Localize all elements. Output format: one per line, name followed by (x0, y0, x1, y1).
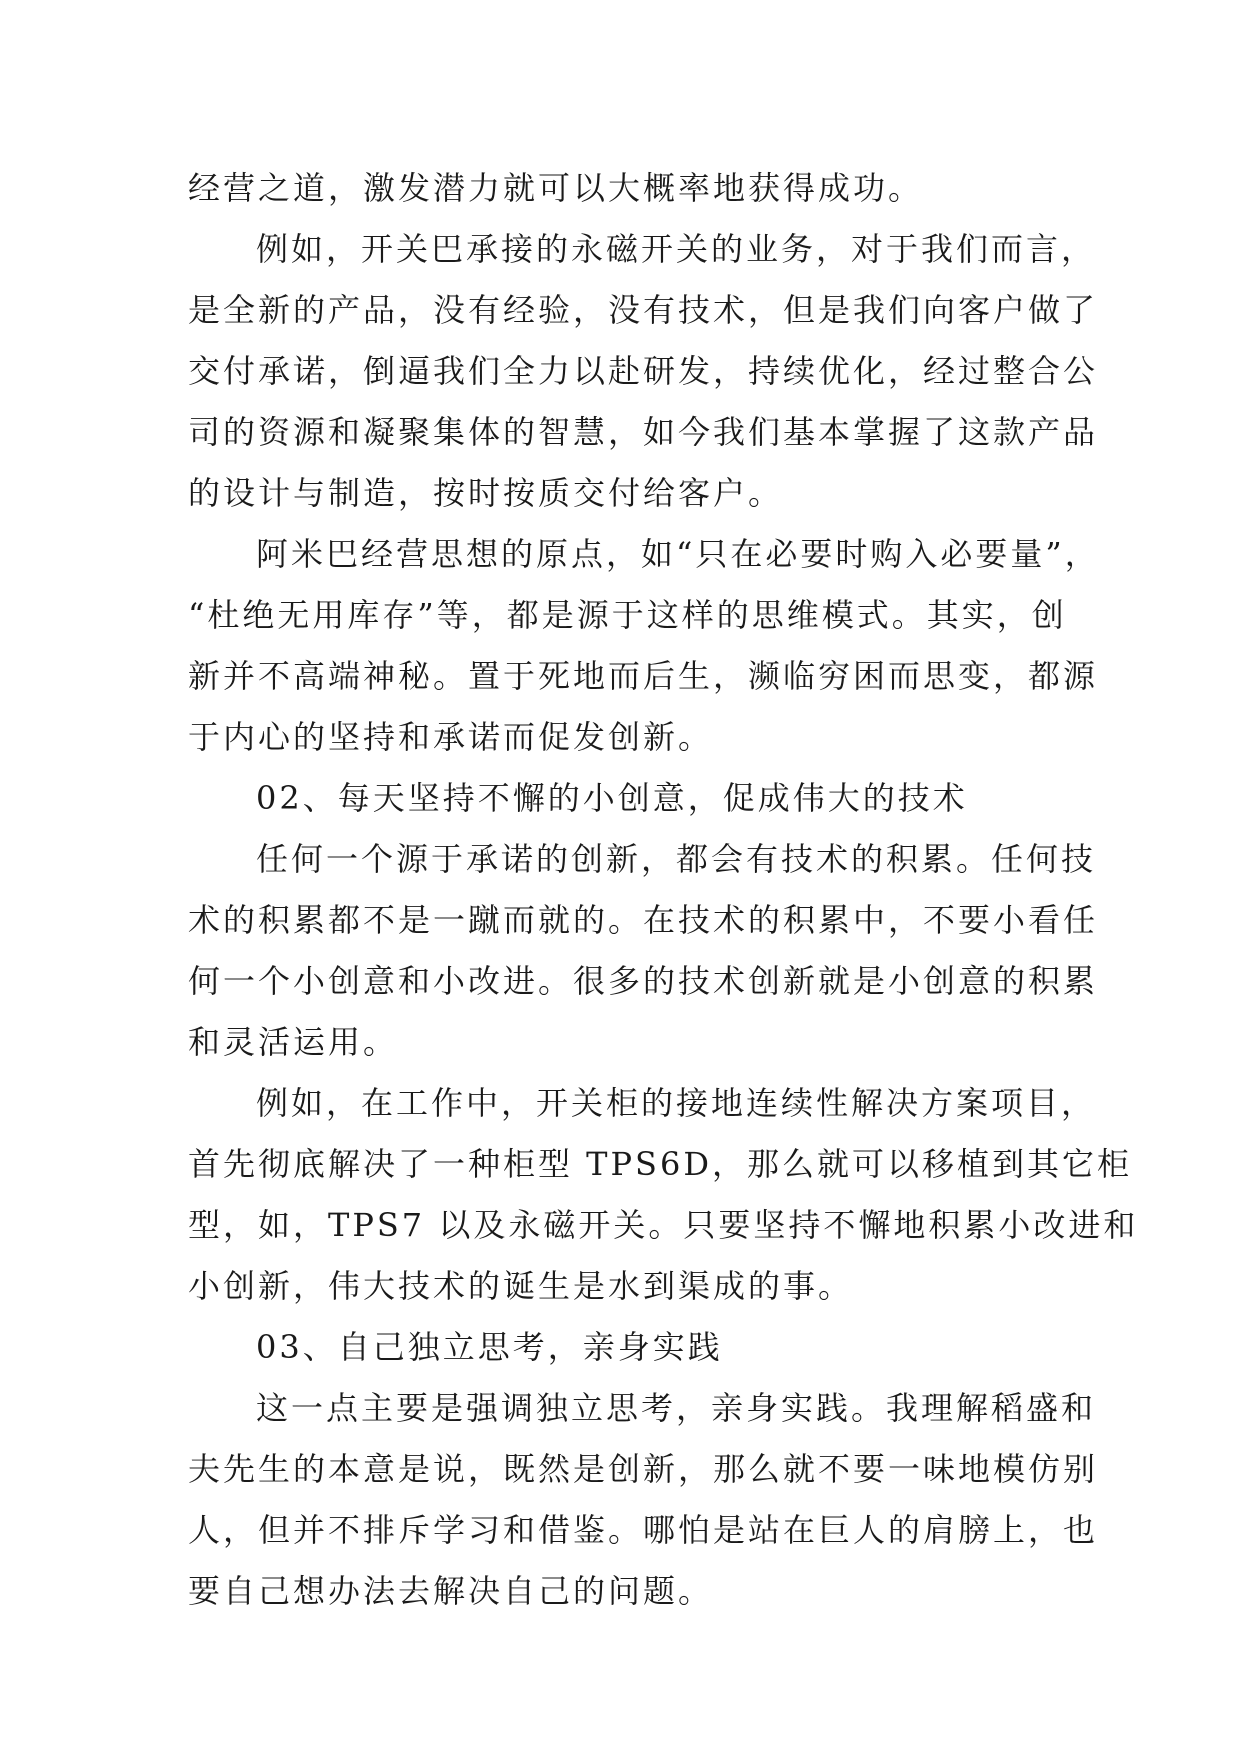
text-line: 夫先生的本意是说，既然是创新，那么就不要一味地模仿别 (188, 1450, 1099, 1488)
text-line: 人，但并不排斥学习和借鉴。哪怕是站在巨人的肩膀上，也 (188, 1511, 1099, 1549)
text-line: 和灵活运用。 (188, 1023, 399, 1061)
text-line: 于内心的坚持和承诺而促发创新。 (188, 718, 714, 756)
text-line: 司的资源和凝聚集体的智慧，如今我们基本掌握了这款产品 (188, 413, 1099, 451)
text-line: 首先彻底解决了一种柜型 TPS6D，那么就可以移植到其它柜 (188, 1145, 1132, 1183)
text-line: 术的积累都不是一蹴而就的。在技术的积累中，不要小看任 (188, 901, 1099, 939)
text-line: 的设计与制造，按时按质交付给客户。 (188, 474, 784, 512)
text-line: 要自己想办法去解决自己的问题。 (188, 1572, 714, 1610)
text-line: 是全新的产品，没有经验，没有技术，但是我们向客户做了 (188, 291, 1099, 329)
document-body (188, 158, 1139, 1622)
text-line: “杜绝无用库存”等，都是源于这样的思维模式。其实，创 (188, 596, 1067, 634)
text-line: 交付承诺，倒逼我们全力以赴研发，持续优化，经过整合公 (188, 352, 1099, 390)
section-heading: 02、每天坚持不懈的小创意，促成伟大的技术 (256, 779, 968, 817)
text-line: 任何一个源于承诺的创新，都会有技术的积累。任何技 (256, 840, 1097, 878)
text-line: 新并不高端神秘。置于死地而后生，濒临穷困而思变，都源 (188, 657, 1099, 695)
text-line: 例如，开关巴承接的永磁开关的业务，对于我们而言， (256, 230, 1097, 268)
text-line: 型，如，TPS7 以及永磁开关。只要坚持不懈地积累小改进和 (188, 1206, 1139, 1244)
text-line: 这一点主要是强调独立思考，亲身实践。我理解稻盛和 (256, 1389, 1097, 1427)
text-line: 例如，在工作中，开关柜的接地连续性解决方案项目， (256, 1084, 1097, 1122)
text-line: 阿米巴经营思想的原点，如“只在必要时购入必要量”， (256, 535, 1100, 573)
text-line: 经营之道，激发潜力就可以大概率地获得成功。 (188, 169, 924, 207)
section-heading: 03、自己独立思考，亲身实践 (256, 1328, 723, 1366)
text-line: 小创新，伟大技术的诞生是水到渠成的事。 (188, 1267, 854, 1305)
text-line: 何一个小创意和小改进。很多的技术创新就是小创意的积累 (188, 962, 1099, 1000)
